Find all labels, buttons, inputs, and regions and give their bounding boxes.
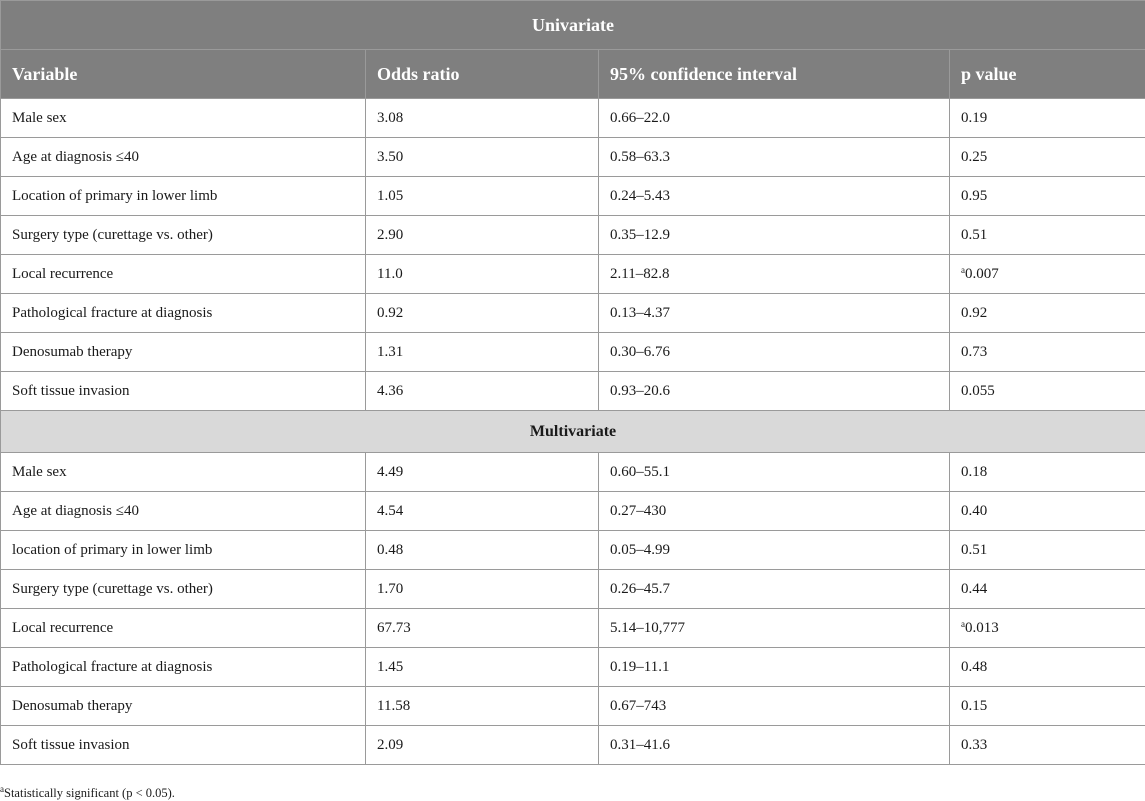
header-variable: Variable (1, 50, 366, 99)
table-row (1, 177, 1145, 216)
odds-ratio-cell: 0.92 (366, 294, 599, 333)
multivariate-section-title: Multivariate (1, 411, 1145, 453)
confidence-interval-cell: 0.35–12.9 (599, 216, 950, 255)
p-value-cell (950, 216, 1145, 255)
table-row (1, 216, 1145, 255)
odds-ratio-cell: 2.09 (366, 726, 599, 765)
table-row (1, 492, 1145, 531)
p-value-cell (950, 453, 1145, 492)
header-odds-ratio: Odds ratio (366, 50, 599, 99)
variable-cell: Location of primary in lower limb (1, 177, 366, 216)
p-value-cell (950, 726, 1145, 765)
confidence-interval-cell: 0.58–63.3 (599, 138, 950, 177)
p-value-cell (950, 687, 1145, 726)
p-value-cell (950, 255, 1145, 294)
variable-cell: Denosumab therapy (1, 687, 366, 726)
p-value-text: 0.44 (961, 580, 988, 597)
p-value-cell (950, 99, 1145, 138)
header-confidence-interval: 95% confidence interval (599, 50, 950, 99)
odds-ratio-cell: 3.08 (366, 99, 599, 138)
odds-ratio-cell: 1.05 (366, 177, 599, 216)
p-value-text: 0.25 (961, 148, 988, 165)
p-value-text: 0.73 (961, 343, 988, 360)
confidence-interval-cell: 0.13–4.37 (599, 294, 950, 333)
table-row (1, 609, 1145, 648)
confidence-interval-cell: 0.26–45.7 (599, 570, 950, 609)
univariate-section-title: Univariate (1, 1, 1145, 50)
table-footnote (0, 784, 175, 801)
confidence-interval-cell: 0.31–41.6 (599, 726, 950, 765)
p-value-text: 0.40 (961, 502, 988, 519)
p-value-text: 0.48 (961, 658, 988, 675)
p-value-cell (950, 372, 1145, 411)
odds-ratio-cell: 67.73 (366, 609, 599, 648)
column-header-row (1, 50, 1145, 99)
odds-ratio-cell: 1.45 (366, 648, 599, 687)
variable-cell: Pathological fracture at diagnosis (1, 294, 366, 333)
p-value-text: 0.013 (965, 620, 999, 636)
confidence-interval-cell: 0.60–55.1 (599, 453, 950, 492)
variable-cell: Local recurrence (1, 609, 366, 648)
variable-cell: Pathological fracture at diagnosis (1, 648, 366, 687)
variable-cell: Denosumab therapy (1, 333, 366, 372)
p-value-text: 0.33 (961, 736, 988, 753)
table-row (1, 333, 1145, 372)
univariate-section-row (1, 1, 1145, 50)
table-row (1, 570, 1145, 609)
table-row (1, 453, 1145, 492)
variable-cell: Surgery type (curettage vs. other) (1, 570, 366, 609)
p-value-text: 0.18 (961, 463, 988, 480)
variable-cell: Soft tissue invasion (1, 726, 366, 765)
variable-cell: Male sex (1, 453, 366, 492)
p-value-cell (950, 570, 1145, 609)
table-row (1, 648, 1145, 687)
variable-cell: Soft tissue invasion (1, 372, 366, 411)
confidence-interval-cell: 0.27–430 (599, 492, 950, 531)
variable-cell: Local recurrence (1, 255, 366, 294)
significance-mark: a (961, 619, 965, 629)
univariate-rows (1, 99, 1145, 411)
p-value-text: 0.055 (961, 382, 995, 399)
odds-ratio-cell: 11.58 (366, 687, 599, 726)
confidence-interval-cell: 0.67–743 (599, 687, 950, 726)
table-row (1, 138, 1145, 177)
p-value-text: 0.92 (961, 304, 988, 321)
multivariate-section-row (1, 411, 1145, 453)
p-value-text: 0.51 (961, 226, 988, 243)
table-row (1, 531, 1145, 570)
confidence-interval-cell: 0.66–22.0 (599, 99, 950, 138)
confidence-interval-cell: 0.93–20.6 (599, 372, 950, 411)
p-value-cell (950, 138, 1145, 177)
confidence-interval-cell: 0.30–6.76 (599, 333, 950, 372)
p-value-cell (950, 531, 1145, 570)
variable-cell: Surgery type (curettage vs. other) (1, 216, 366, 255)
variable-cell: Male sex (1, 99, 366, 138)
odds-ratio-cell: 2.90 (366, 216, 599, 255)
odds-ratio-cell: 4.54 (366, 492, 599, 531)
table-row (1, 255, 1145, 294)
confidence-interval-cell: 5.14–10,777 (599, 609, 950, 648)
p-value-cell (950, 333, 1145, 372)
footnote-text: Statistically significant (p < 0.05). (4, 786, 175, 800)
significance-mark: a (961, 265, 965, 275)
odds-ratio-cell: 3.50 (366, 138, 599, 177)
odds-ratio-cell: 1.70 (366, 570, 599, 609)
variable-cell: Age at diagnosis ≤40 (1, 138, 366, 177)
table-row (1, 294, 1145, 333)
confidence-interval-cell: 0.24–5.43 (599, 177, 950, 216)
confidence-interval-cell: 0.19–11.1 (599, 648, 950, 687)
table-row (1, 726, 1145, 765)
p-value-text: 0.95 (961, 187, 988, 204)
confidence-interval-cell: 0.05–4.99 (599, 531, 950, 570)
table-row (1, 99, 1145, 138)
p-value-text: 0.15 (961, 697, 988, 714)
p-value-text: 0.007 (965, 266, 999, 282)
p-value-cell (950, 648, 1145, 687)
p-value-cell (950, 177, 1145, 216)
multivariate-rows (1, 453, 1145, 765)
header-p-value: p value (950, 50, 1145, 99)
p-value-cell (950, 294, 1145, 333)
odds-ratio-cell: 11.0 (366, 255, 599, 294)
odds-ratio-cell: 4.49 (366, 453, 599, 492)
footnote-mark: a (0, 784, 4, 794)
odds-ratio-cell: 0.48 (366, 531, 599, 570)
odds-ratio-cell: 1.31 (366, 333, 599, 372)
odds-ratio-cell: 4.36 (366, 372, 599, 411)
table-row (1, 372, 1145, 411)
p-value-text: 0.51 (961, 541, 988, 558)
variable-cell: Age at diagnosis ≤40 (1, 492, 366, 531)
confidence-interval-cell: 2.11–82.8 (599, 255, 950, 294)
p-value-text: 0.19 (961, 109, 988, 126)
p-value-cell (950, 492, 1145, 531)
table-row (1, 687, 1145, 726)
variable-cell: location of primary in lower limb (1, 531, 366, 570)
p-value-cell (950, 609, 1145, 648)
